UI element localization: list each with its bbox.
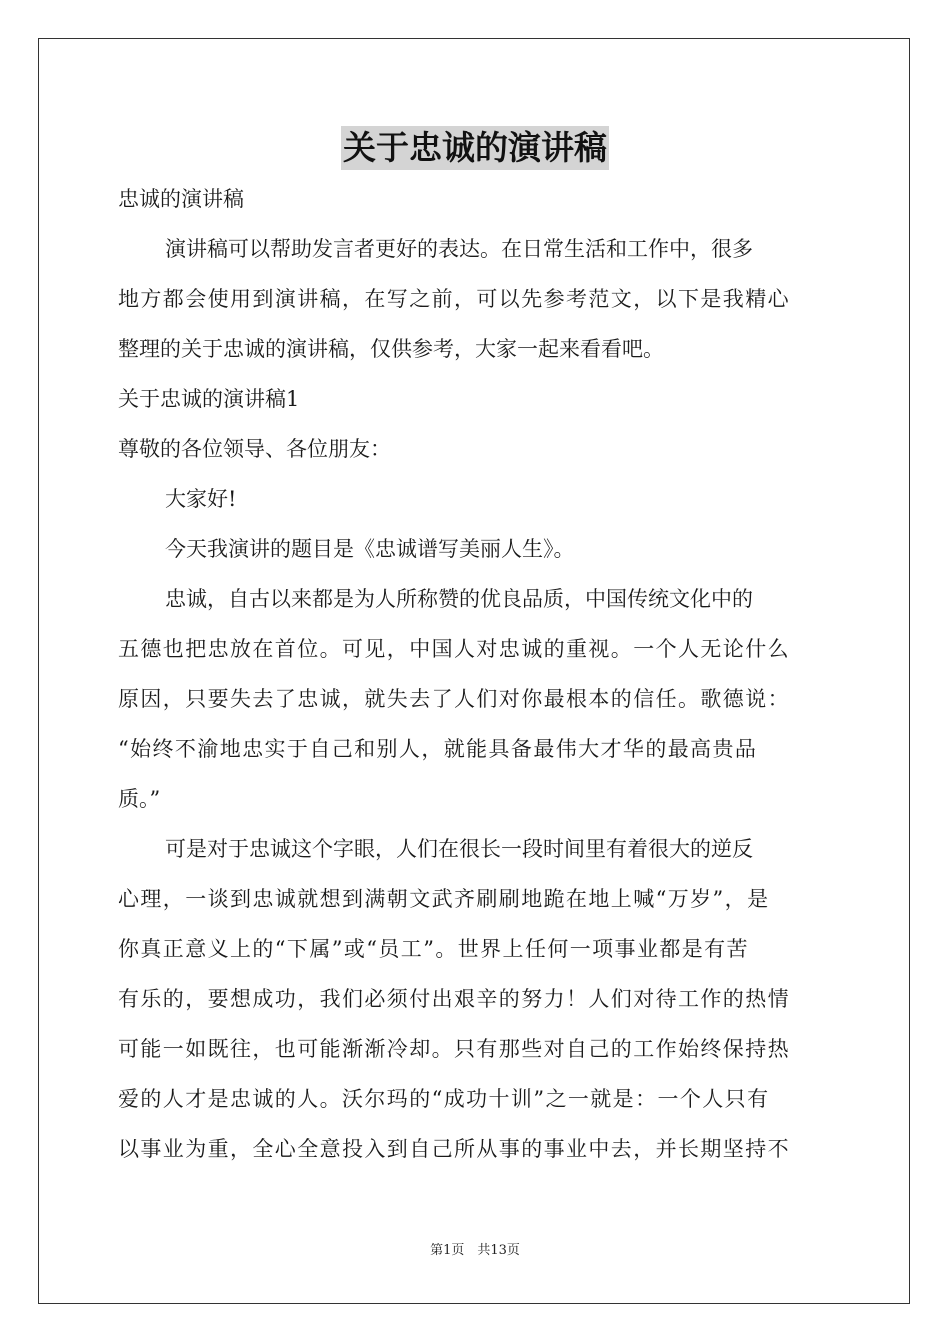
paragraph1-line: 原因，只要失去了忠诚，就失去了人们对你最根本的信任。歌德说： bbox=[118, 687, 790, 711]
page-border bbox=[38, 38, 910, 1304]
paragraph1-line: 质。” bbox=[118, 787, 161, 811]
paragraph1-line: 五德也把忠放在首位。可见，中国人对忠诚的重视。一个人无论什么 bbox=[118, 637, 790, 661]
document-title-text: 关于忠诚的演讲稿 bbox=[341, 126, 609, 170]
paragraph2-line: 有乐的，要想成功，我们必须付出艰辛的努力！人们对待工作的热情 bbox=[118, 987, 790, 1011]
paragraph2-line: 以事业为重，全心全意投入到自己所从事的事业中去，并长期坚持不 bbox=[118, 1137, 790, 1161]
paragraph1-line: 忠诚，自古以来都是为人所称赞的优良品质，中国传统文化中的 bbox=[165, 587, 753, 611]
paragraph2-line: 可能一如既往，也可能渐渐冷却。只有那些对自己的工作始终保持热 bbox=[118, 1037, 790, 1061]
intro-line: 整理的关于忠诚的演讲稿，仅供参考，大家一起来看看吧。 bbox=[118, 337, 664, 361]
paragraph2-line: 心理，一谈到忠诚就想到满朝文武齐刷刷地跪在地上喊“万岁”，是 bbox=[118, 887, 770, 911]
intro-line: 地方都会使用到演讲稿，在写之前，可以先参考范文，以下是我精心 bbox=[118, 287, 790, 311]
paragraph2-line: 可是对于忠诚这个字眼，人们在很长一段时间里有着很大的逆反 bbox=[165, 837, 753, 861]
section-heading: 关于忠诚的演讲稿1 bbox=[118, 387, 300, 411]
salutation-line: 尊敬的各位领导、各位朋友： bbox=[118, 437, 391, 461]
topic-line: 今天我演讲的题目是《忠诚谱写美丽人生》。 bbox=[165, 537, 575, 561]
document-title bbox=[0, 126, 950, 170]
intro-line: 演讲稿可以帮助发言者更好的表达。在日常生活和工作中，很多 bbox=[165, 237, 753, 261]
paragraph2-line: 爱的人才是忠诚的人。沃尔玛的“成功十训”之一就是：一个人只有 bbox=[118, 1087, 770, 1111]
paragraph1-line: “始终不渝地忠实于自己和别人，就能具备最伟大才华的最高贵品 bbox=[118, 737, 758, 761]
subtitle-line: 忠诚的演讲稿 bbox=[118, 187, 244, 211]
page-number-footer: 第1页 共13页 bbox=[430, 1243, 520, 1258]
greeting-line: 大家好! bbox=[165, 487, 237, 511]
paragraph2-line: 你真正意义上的“下属”或“员工”。世界上任何一项事业都是有苦 bbox=[118, 937, 749, 961]
